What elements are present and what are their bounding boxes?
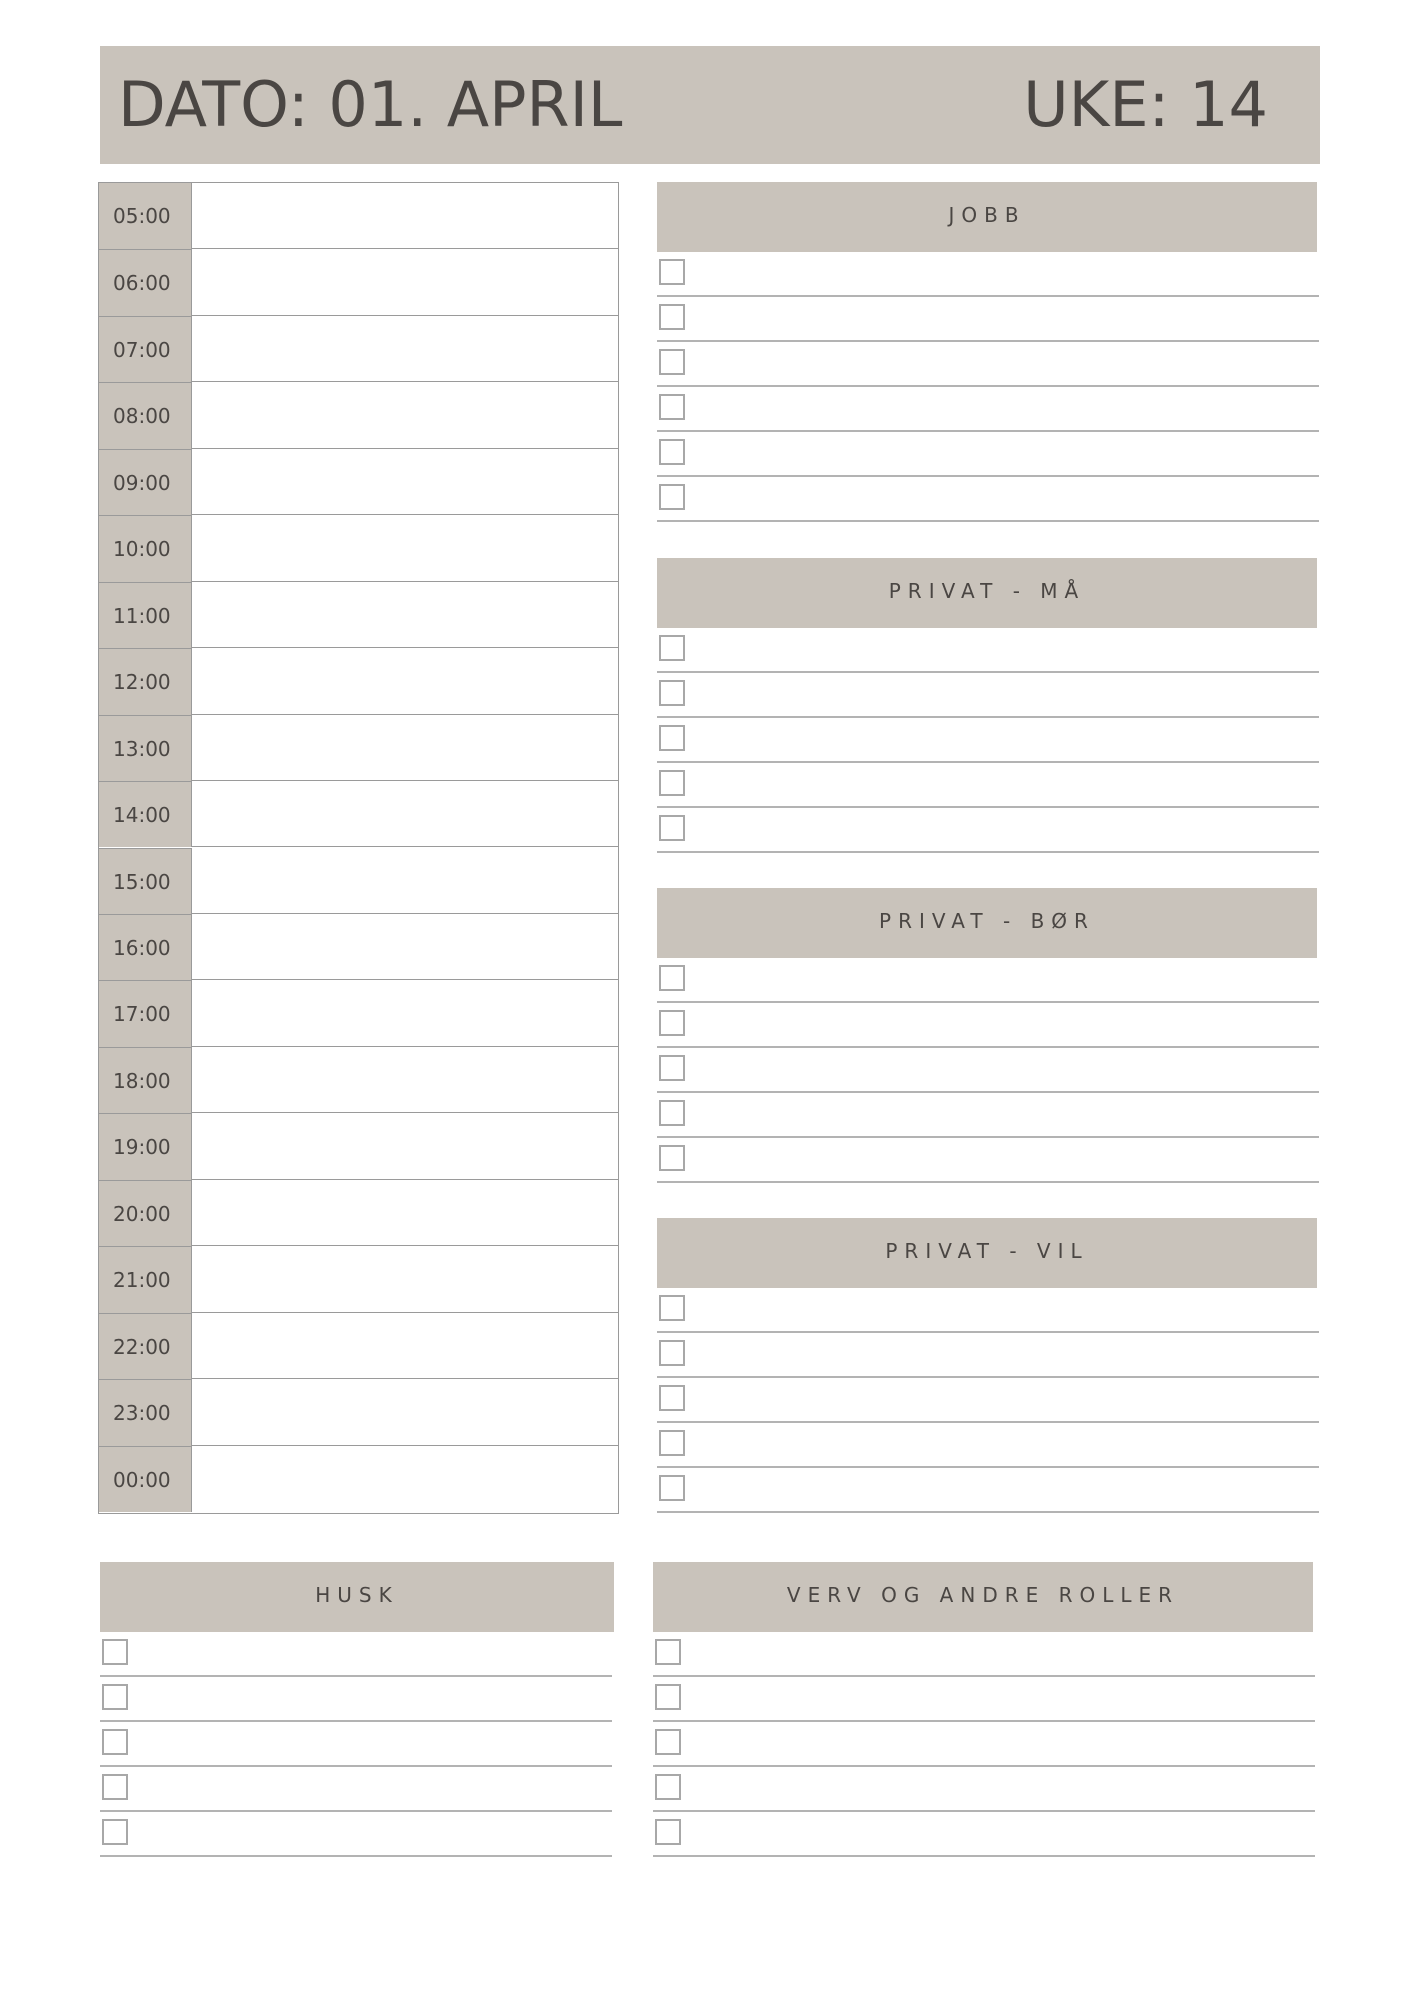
checkbox[interactable] bbox=[659, 1385, 685, 1411]
time-entry-field[interactable] bbox=[192, 382, 618, 448]
checklist-item[interactable] bbox=[653, 1722, 1315, 1767]
time-entry-field[interactable] bbox=[192, 515, 618, 581]
checkbox[interactable] bbox=[655, 1684, 681, 1710]
checklist-item[interactable] bbox=[657, 628, 1319, 673]
time-entry-field[interactable] bbox=[192, 449, 618, 515]
checkbox[interactable] bbox=[659, 1475, 685, 1501]
time-label: 14:00 bbox=[99, 781, 192, 847]
time-label: 22:00 bbox=[99, 1313, 192, 1379]
time-label: 18:00 bbox=[99, 1047, 192, 1113]
time-slot bbox=[99, 980, 618, 1046]
time-slot bbox=[99, 1379, 618, 1445]
time-entry-field[interactable] bbox=[192, 848, 618, 914]
checkbox[interactable] bbox=[655, 1729, 681, 1755]
checkbox[interactable] bbox=[659, 259, 685, 285]
checklist-item[interactable] bbox=[100, 1677, 612, 1722]
time-entry-field[interactable] bbox=[192, 1113, 618, 1179]
checkbox[interactable] bbox=[659, 725, 685, 751]
checkbox[interactable] bbox=[659, 1145, 685, 1171]
time-entry-field[interactable] bbox=[192, 316, 618, 382]
time-entry-field[interactable] bbox=[192, 648, 618, 714]
section-title: PRIVAT - MÅ bbox=[657, 558, 1317, 628]
checklist-item[interactable] bbox=[657, 808, 1319, 853]
time-slot bbox=[99, 1113, 618, 1179]
time-label: 06:00 bbox=[99, 249, 192, 315]
time-slot bbox=[99, 316, 618, 382]
checklist-item[interactable] bbox=[653, 1632, 1315, 1677]
checklist-item[interactable] bbox=[657, 297, 1319, 342]
time-entry-field[interactable] bbox=[192, 715, 618, 781]
checklist-item[interactable] bbox=[657, 1048, 1319, 1093]
time-slot bbox=[99, 715, 618, 781]
checklist-item[interactable] bbox=[657, 958, 1319, 1003]
checkbox[interactable] bbox=[659, 1430, 685, 1456]
time-slot bbox=[99, 382, 618, 448]
line-divider bbox=[100, 1855, 612, 1857]
checklist-item[interactable] bbox=[100, 1767, 612, 1812]
time-entry-field[interactable] bbox=[192, 1180, 618, 1246]
checklist-item[interactable] bbox=[657, 342, 1319, 387]
checkbox[interactable] bbox=[659, 680, 685, 706]
checklist-item[interactable] bbox=[657, 1423, 1319, 1468]
time-slot bbox=[99, 449, 618, 515]
time-entry-field[interactable] bbox=[192, 1446, 618, 1512]
time-entry-field[interactable] bbox=[192, 582, 618, 648]
checklist-item[interactable] bbox=[657, 252, 1319, 297]
checkbox[interactable] bbox=[659, 1295, 685, 1321]
page-header bbox=[100, 46, 1320, 164]
checklist-item[interactable] bbox=[657, 432, 1319, 477]
time-slot bbox=[99, 249, 618, 315]
time-slot bbox=[99, 1446, 618, 1512]
checkbox[interactable] bbox=[102, 1684, 128, 1710]
time-label: 13:00 bbox=[99, 715, 192, 781]
time-label: 15:00 bbox=[99, 848, 192, 914]
checklist-item[interactable] bbox=[653, 1677, 1315, 1722]
checkbox[interactable] bbox=[659, 770, 685, 796]
time-slot bbox=[99, 914, 618, 980]
date-label: DATO: 01. APRIL bbox=[118, 68, 623, 141]
section-title: JOBB bbox=[657, 182, 1317, 252]
time-label: 05:00 bbox=[99, 183, 192, 249]
section-title: PRIVAT - BØR bbox=[657, 888, 1317, 958]
checkbox[interactable] bbox=[659, 304, 685, 330]
time-entry-field[interactable] bbox=[192, 183, 618, 249]
checkbox[interactable] bbox=[659, 635, 685, 661]
section-title: VERV OG ANDRE ROLLER bbox=[653, 1562, 1313, 1632]
checklist-item[interactable] bbox=[657, 1333, 1319, 1378]
time-label: 16:00 bbox=[99, 914, 192, 980]
week-label: UKE: 14 bbox=[1023, 68, 1268, 141]
time-slot bbox=[99, 781, 618, 847]
time-label: 17:00 bbox=[99, 980, 192, 1046]
time-label: 12:00 bbox=[99, 648, 192, 714]
time-entry-field[interactable] bbox=[192, 914, 618, 980]
checklist-item[interactable] bbox=[657, 1378, 1319, 1423]
time-label: 20:00 bbox=[99, 1180, 192, 1246]
checklist-item[interactable] bbox=[657, 1003, 1319, 1048]
checklist-item[interactable] bbox=[657, 673, 1319, 718]
time-slot bbox=[99, 848, 618, 914]
line-divider bbox=[653, 1855, 1315, 1857]
time-label: 19:00 bbox=[99, 1113, 192, 1179]
time-slot bbox=[99, 183, 618, 249]
time-label: 09:00 bbox=[99, 449, 192, 515]
checklist-item[interactable] bbox=[653, 1812, 1315, 1857]
time-label: 07:00 bbox=[99, 316, 192, 382]
checklist-item[interactable] bbox=[657, 763, 1319, 808]
checkbox[interactable] bbox=[659, 394, 685, 420]
checkbox[interactable] bbox=[102, 1819, 128, 1845]
checklist-item[interactable] bbox=[100, 1632, 612, 1677]
checkbox[interactable] bbox=[659, 815, 685, 841]
checkbox[interactable] bbox=[102, 1774, 128, 1800]
checkbox[interactable] bbox=[655, 1819, 681, 1845]
section-title: HUSK bbox=[100, 1562, 614, 1632]
time-slot bbox=[99, 582, 618, 648]
time-label: 23:00 bbox=[99, 1379, 192, 1445]
checkbox[interactable] bbox=[659, 1010, 685, 1036]
checklist-item[interactable] bbox=[657, 387, 1319, 432]
checklist-item[interactable] bbox=[657, 1093, 1319, 1138]
time-entry-field[interactable] bbox=[192, 1246, 618, 1312]
checkbox[interactable] bbox=[659, 1055, 685, 1081]
checkbox[interactable] bbox=[659, 349, 685, 375]
line-divider bbox=[657, 520, 1319, 522]
time-slot bbox=[99, 1047, 618, 1113]
time-entry-field[interactable] bbox=[192, 781, 618, 847]
checkbox[interactable] bbox=[659, 965, 685, 991]
time-slot bbox=[99, 1246, 618, 1312]
checklist-item[interactable] bbox=[657, 1468, 1319, 1513]
hourly-schedule bbox=[98, 182, 619, 1514]
checklist-item[interactable] bbox=[657, 1138, 1319, 1183]
checkbox[interactable] bbox=[102, 1729, 128, 1755]
checkbox[interactable] bbox=[659, 439, 685, 465]
checklist-item[interactable] bbox=[100, 1722, 612, 1767]
time-label: 10:00 bbox=[99, 515, 192, 581]
time-slot bbox=[99, 1180, 618, 1246]
checkbox[interactable] bbox=[659, 484, 685, 510]
time-entry-field[interactable] bbox=[192, 980, 618, 1046]
line-divider bbox=[657, 1181, 1319, 1183]
checklist-item[interactable] bbox=[657, 477, 1319, 522]
checkbox[interactable] bbox=[655, 1774, 681, 1800]
time-slot bbox=[99, 1313, 618, 1379]
checkbox[interactable] bbox=[659, 1100, 685, 1126]
time-entry-field[interactable] bbox=[192, 249, 618, 315]
checklist-item[interactable] bbox=[657, 718, 1319, 763]
time-entry-field[interactable] bbox=[192, 1379, 618, 1445]
checkbox[interactable] bbox=[655, 1639, 681, 1665]
checklist-item[interactable] bbox=[657, 1288, 1319, 1333]
time-slot bbox=[99, 515, 618, 581]
checkbox[interactable] bbox=[659, 1340, 685, 1366]
checkbox[interactable] bbox=[102, 1639, 128, 1665]
time-entry-field[interactable] bbox=[192, 1047, 618, 1113]
time-label: 00:00 bbox=[99, 1446, 192, 1512]
checklist-item[interactable] bbox=[653, 1767, 1315, 1812]
time-slot bbox=[99, 648, 618, 714]
time-label: 11:00 bbox=[99, 582, 192, 648]
checklist-item[interactable] bbox=[100, 1812, 612, 1857]
time-entry-field[interactable] bbox=[192, 1313, 618, 1379]
time-label: 08:00 bbox=[99, 382, 192, 448]
time-label: 21:00 bbox=[99, 1246, 192, 1312]
line-divider bbox=[657, 1511, 1319, 1513]
line-divider bbox=[657, 851, 1319, 853]
section-title: PRIVAT - VIL bbox=[657, 1218, 1317, 1288]
